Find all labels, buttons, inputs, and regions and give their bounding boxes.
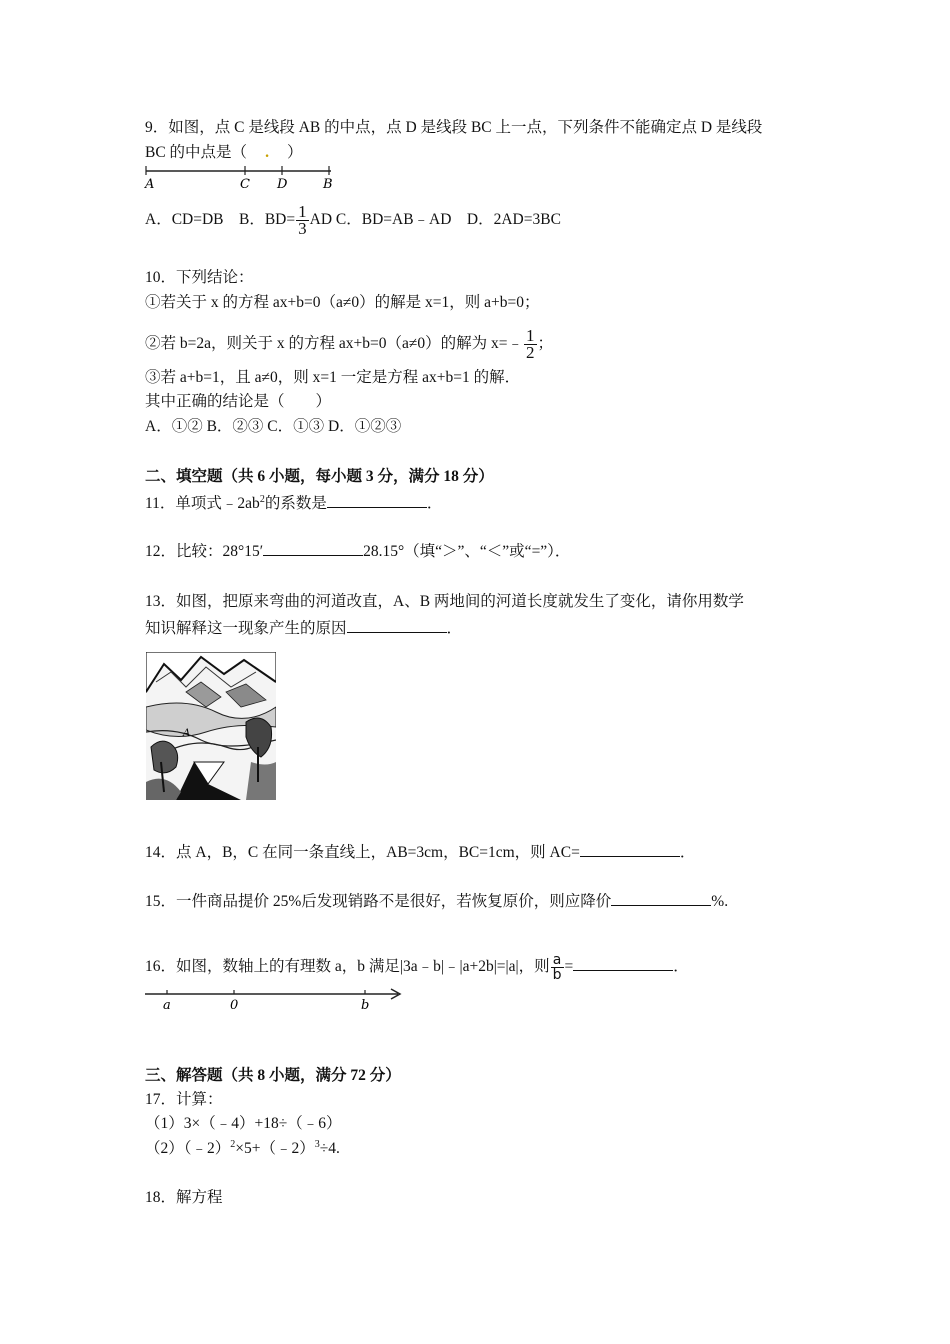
q16-axis-label-b: b	[361, 998, 370, 1013]
q9-line1: 9．如图，点 C 是线段 AB 的中点，点 D 是线段 BC 上一点，下列条件不能确定点 D 是线段	[145, 119, 763, 136]
q16-answer-blank[interactable]	[573, 956, 673, 971]
section-2-heading: 二、填空题（共 6 小题，每小题 3 分，满分 18 分）	[145, 468, 494, 485]
q15-answer-blank[interactable]	[611, 891, 711, 906]
q10-frac-den: 2	[526, 343, 535, 362]
q13-line2-text: 知识解释这一现象产生的原因	[145, 620, 347, 637]
q13-line2	[145, 618, 462, 639]
q9-options-a-b: A．CD=DB B．BD=	[145, 211, 296, 229]
q14-end: ．	[679, 844, 696, 861]
q10-statement-2	[145, 328, 553, 361]
q15	[145, 891, 728, 912]
q10-options: A．①② B．②③ C．①③ D．①②③	[145, 418, 402, 435]
q18-title: 18．解方程	[145, 1189, 223, 1206]
q17-p2-sup1: 2	[230, 1138, 236, 1150]
q12-post: 28.15°（填“＞”、“＜”或“=”）．	[363, 543, 571, 560]
q16-axis-label-a: a	[163, 998, 171, 1013]
q16-pre: 16．如图，数轴上的有理数 a，b 满足|3a﹣b|﹣|a+2b|=|a|，则	[145, 958, 550, 976]
q10-statement-3: ③若 a+b=1，且 a≠0，则 x=1 一定是方程 ax+b=1 的解．	[145, 369, 521, 386]
q17-p2-c: ÷4.	[319, 1140, 340, 1157]
q11	[145, 493, 442, 514]
q16-frac-num: a	[551, 953, 564, 968]
q10-frac-num: 1	[526, 326, 535, 345]
q15-end: %.	[711, 893, 729, 910]
q16-axis-label-zero: 0	[230, 998, 239, 1013]
q16	[145, 953, 689, 982]
q16-end: ．	[673, 958, 689, 976]
q16-fraction	[551, 953, 564, 982]
section-3-heading: 三、解答题（共 8 小题，满分 72 分）	[145, 1067, 401, 1084]
q9-label-d: D	[277, 177, 288, 191]
q12-pre: 12．比较：28°15′	[145, 543, 264, 560]
q12-answer-blank[interactable]	[263, 541, 363, 556]
q9-frac-num: 1	[298, 202, 307, 221]
q9-label-a: A	[145, 177, 155, 191]
q17-part-1: （1）3×（﹣4）+18÷（﹣6）	[145, 1115, 342, 1132]
q11-post: 的系数是	[264, 495, 327, 512]
q17-p2-sup2: 3	[314, 1138, 320, 1150]
q10-fraction	[524, 328, 537, 361]
q17-title: 17．计算：	[145, 1091, 223, 1108]
q11-answer-blank[interactable]	[327, 493, 427, 508]
q10-s2-post: ；	[537, 335, 554, 353]
q14	[145, 842, 695, 863]
q9-fraction	[296, 204, 309, 237]
q16-eq: =	[564, 958, 574, 976]
q17-p2-b: ×5+（﹣2）	[235, 1140, 315, 1157]
q11-sup: 2	[259, 493, 265, 505]
q13-end: ．	[446, 620, 463, 637]
q9-label-c: C	[240, 177, 250, 191]
q10-ask: 其中正确的结论是（ ）	[145, 393, 332, 410]
q9-answer-dot: .	[265, 144, 269, 161]
q12	[145, 541, 570, 562]
q11-pre: 11．单项式﹣2ab	[145, 495, 260, 512]
q10-s2-pre: ②若 b=2a，则关于 x 的方程 ax+b=0（a≠0）的解为 x=﹣	[145, 335, 523, 353]
q13-answer-blank[interactable]	[347, 618, 447, 633]
q16-frac-den: b	[552, 967, 562, 983]
q9-label-b: B	[323, 177, 333, 191]
q9-line2-pre: BC 的中点是（	[145, 144, 248, 161]
q11-end: ．	[426, 495, 443, 512]
q13-line1: 13．如图，把原来弯曲的河道改直，A、B 两地间的河道长度就发生了变化，请你用数学	[145, 593, 744, 610]
q9-line2	[145, 143, 302, 163]
q13-figure-label-a: A	[183, 728, 191, 739]
q15-pre: 15．一件商品提价 25%后发现销路不是很好，若恢复原价，则应降价	[145, 893, 612, 910]
q17-part-2	[145, 1139, 340, 1159]
q10-statement-1: ①若关于 x 的方程 ax+b=0（a≠0）的解是 x=1，则 a+b=0；	[145, 294, 540, 311]
q14-answer-blank[interactable]	[580, 842, 680, 857]
q9-segment-figure	[143, 163, 338, 191]
q16-number-line	[143, 985, 405, 1013]
q14-pre: 14．点 A，B，C 在同一条直线上，AB=3cm，BC=1cm，则 AC=	[145, 844, 580, 861]
q10-title: 10．下列结论：	[145, 269, 254, 286]
q17-p2-a: （2）（﹣2）	[145, 1140, 231, 1157]
q9-options	[145, 204, 561, 237]
q13-river-illustration	[146, 652, 276, 800]
q9-frac-den: 3	[298, 219, 307, 238]
q9-line2-post: ）	[286, 144, 303, 161]
q9-options-rest: AD C．BD=AB﹣AD D．2AD=3BC	[309, 211, 561, 229]
